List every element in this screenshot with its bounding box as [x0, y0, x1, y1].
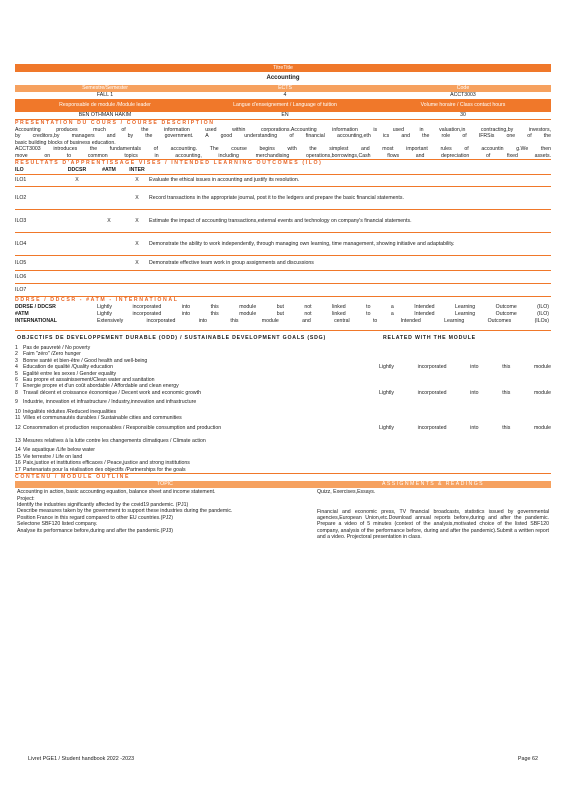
sdg-heading: OBJECTIFS DE DEVELOPPEMENT DURABLE (ODD) / SUSTAINABLE DEVELOPMENT GOALS (SDG): [17, 334, 327, 341]
assign-line: Quizz, Exercises,Essays.: [317, 489, 376, 496]
ilo-col-atm: #ATM: [102, 167, 116, 174]
footer-handbook: Livret PGE1 / Student handbook 2022 -2023: [28, 756, 135, 762]
sdg-goal: Pas de pauvreté / No poverty: [23, 345, 91, 352]
ilo-id: ILO7: [15, 286, 27, 293]
sdg-goal: Mesures relatives à la lutte contre les changements climatiques / Climate action: [23, 437, 206, 444]
ilo-mark-inter: X: [135, 240, 139, 247]
topic-label: TOPIC: [157, 481, 173, 488]
ilo-row: [15, 187, 551, 209]
sdg-number: 8: [15, 389, 18, 396]
hours-value: 30: [460, 112, 466, 118]
language-value: EN: [281, 112, 289, 118]
sdg-number: 7: [15, 383, 18, 390]
presentation-text: [15, 127, 551, 159]
presentation-heading: PRESENTATION DU COURS / COURSE DESCRIPTION: [15, 119, 551, 127]
ects-value: 4: [283, 92, 287, 98]
leader-header-row: [15, 99, 551, 112]
title-bar: [15, 64, 551, 72]
summary-values-row: [15, 92, 551, 99]
ddcsr-text: Lightly incorporated into this module but not linked to a Intended Learning Outcome (ILO): [97, 311, 549, 318]
sdg-number: 5: [15, 370, 18, 377]
leader-label: Responsable de module /Module leader: [59, 102, 151, 109]
ilo-id: ILO6: [15, 273, 27, 280]
title-bar-label: TitreTitle: [273, 65, 293, 71]
sdg-item: [15, 390, 551, 396]
sdg-number: 17: [15, 466, 21, 473]
course-name-row: [15, 72, 551, 85]
sdg-number: 2: [15, 351, 18, 358]
ddcsr-row: [15, 304, 551, 311]
hours-label: Volume horaire / Class contact hours: [420, 102, 506, 109]
sdg-number: 1: [15, 345, 18, 352]
sdg-goal: Energie propre et d'un coût abordable / Affordable and clean energy: [23, 383, 179, 390]
ilo-id: ILO2: [15, 194, 27, 201]
sdg-number: 6: [15, 377, 18, 384]
sdg-goal: Paix,justice et institutions efficaces / Peace,justice and strong institutions: [23, 460, 190, 467]
presentation-line: by creditors,by managers and by the government. A good understanding of financial accounting,eth ics and the role of IFRSis one of the: [15, 133, 551, 140]
ilo-header-row: [15, 167, 551, 174]
presentation-line: basic building blocks of business education.: [15, 139, 116, 146]
ilo-mark-inter: X: [135, 217, 139, 224]
ilo-col-inter: INTER: [129, 167, 145, 174]
ddcsr-text: Extensively incorporated into this module and central to Intended Learning Outcomes (ILOs): [97, 318, 549, 325]
sdg-related: Lightly incorporated into this module: [379, 364, 551, 371]
ilo-text: Record transactions in the appropriate journal, post it to the ledgers and prepare the basic financial statements.: [149, 194, 404, 201]
sdg-goal: Consommation et production responsables / Responsible consumption and production: [23, 425, 222, 432]
ilo-text: Demonstrate effective team work in group assignments and discussions: [149, 259, 314, 266]
topic-line: Describe measures taken by the government to support these industries during the pandemic.: [17, 508, 233, 515]
ilo-row: [15, 284, 551, 296]
page-footer: [28, 756, 538, 762]
sdg-number: 11: [15, 415, 21, 422]
ilo-row: [15, 175, 551, 186]
leader-value: BEN OTHMAN HAKIM: [78, 112, 132, 118]
sdg-list: [15, 345, 551, 473]
sdg-number: 4: [15, 364, 18, 371]
sdg-number: 3: [15, 357, 18, 364]
ilo-id: ILO5: [15, 259, 27, 266]
code-label: Code: [456, 85, 470, 91]
summary-header-row: [15, 85, 551, 92]
topic-line: Identify the industries significantly affected by the covid19 pandemic. (PJ1): [17, 501, 189, 508]
ects-label: ECTS: [278, 85, 292, 91]
assign-col: [315, 488, 551, 540]
topic-line: Position France in this regard compared to other EU countries.(PJ2): [17, 514, 173, 521]
sdg-item: [15, 396, 551, 409]
topic-line: Accounting in action, basic accounting equation, balance sheet and income statement.: [17, 489, 216, 496]
ddcsr-label: DDRSE / DDCSR: [15, 304, 56, 311]
code-value: ACCT3003: [450, 92, 476, 98]
sdg-number: 12: [15, 425, 21, 432]
presentation-line: Accounting produces much of the information used within corporations.Accounting information is used in valuation,in contracting,by investors,: [15, 127, 551, 133]
sdg-item: [15, 422, 551, 435]
footer-page: Page 62: [517, 756, 538, 762]
semester-label: Semestre/Semester: [82, 85, 128, 91]
presentation-line: ACCT3003 introduces the fundamentals of accounting. The course begins with the simplest and most important rules of accountin g.We then: [15, 146, 551, 153]
sdg-goal: Egalité entre les sexes / Gender equality: [23, 370, 117, 377]
ilo-id: ILO4: [15, 240, 27, 247]
contenu-header-row: [15, 481, 551, 488]
ilo-text: Demonstrate the ability to work independently, through managing own learning, time management, showing initiative and adaptability.: [149, 240, 455, 247]
sdg-related-heading: RELATED WITH THE MODULE: [383, 334, 476, 341]
leader-values-row: [15, 112, 551, 119]
sdg-goal: Vie aquatique /Life below water: [23, 447, 96, 454]
ilo-mark-inter: X: [135, 194, 139, 201]
sdg-number: 13: [15, 437, 21, 444]
course-sheet: [15, 64, 551, 541]
sdg-goal: Faim "zéro" /Zero hunger: [23, 351, 81, 358]
sdg-goal: Education de qualité /Quality education: [23, 364, 113, 371]
sdg-number: 10: [15, 409, 21, 416]
sdg-related: Lightly incorporated into this module: [379, 425, 551, 432]
sdg-goal: Partenariats pour la réalisation des objectifs /Partnerships for the goals: [23, 466, 186, 473]
sdg-goal: Bonne santé et bien-être / Good health and well-being: [23, 357, 148, 364]
sdg-goal: Vie terrestre / Life on land: [23, 453, 83, 460]
ilo-col-ddcsr: DDCSR: [67, 167, 87, 174]
assign-line: Financial and economic press, TV financial broadcasts, statistics issued by governmental agencies,European Union,etc.Download annual reports before,during and after the pandemic. Prepare a video of 5 minutes (context of the analysis,motivated choice of the listed SBF120 company, analysis of the performance before, during and after the pandemic).Submit a written report and a video. Projectoral presentation in class.: [317, 508, 549, 541]
contenu-body: [15, 488, 551, 540]
sdg-goal: Travail décent et croissance économique / Decent work and economic growth: [23, 389, 202, 396]
sdg-goal: Eau propre et assainissement/Clean water and sanitation: [23, 377, 155, 384]
ddcsr-row: [15, 318, 551, 326]
ilo-row: [15, 271, 551, 283]
sdg-number: 9: [15, 399, 18, 406]
ilo-mark-inter: X: [135, 177, 139, 184]
sdg-goal: Industrie, innovation et infrastructure / Industry,innovation and infrastructure: [23, 399, 197, 406]
topic-line: Analyse its performance before,during and after the pandemic.(PJ3): [17, 527, 173, 534]
language-label: Langue d'enseignement / Language of tuition: [233, 102, 337, 109]
semester-value: FALL 1: [96, 92, 114, 98]
topic-col: [15, 488, 315, 540]
ilo-mark-ddcsr: X: [75, 177, 79, 184]
course-name: Accounting: [266, 75, 300, 81]
ilo-text: Estimate the impact of accounting transactions,external events and technology on company's financial statements.: [149, 217, 412, 224]
sdg-number: 14: [15, 447, 21, 454]
topic-line: Selectone SBF120 listed company.: [17, 521, 98, 528]
ilo-id: ILO1: [15, 177, 27, 184]
ilo-row: [15, 210, 551, 232]
assign-label: ASSIGNMENTS & READINGS: [382, 481, 484, 488]
contenu-heading: CONTENU / MODULE OUTLINE: [15, 473, 551, 481]
ilo-col-ilo: ILO: [15, 167, 24, 174]
topic-line: Project:: [17, 495, 35, 502]
ddcsr-text: Lightly incorporated into this module but not linked to a Intended Learning Outcome (ILO): [97, 304, 549, 311]
sdg-number: 15: [15, 453, 21, 460]
ilo-row: [15, 233, 551, 255]
ilo-row: [15, 256, 551, 270]
ilo-heading: RESULTATS D'APPRENTISSAGE VISES / INTENDED LEARNING OUTCOMES (ILO): [15, 159, 551, 167]
sdg-number: 16: [15, 460, 21, 467]
ilo-mark-atm: X: [107, 217, 111, 224]
sdg-related: Lightly incorporated into this module: [379, 389, 551, 396]
sdg-item: [15, 435, 551, 448]
ddcsr-heading: DDRSE / DDCSR - #ATM - INTERNATIONAL: [15, 296, 551, 304]
sdg-goal: Villes et communautés durables / Sustainable cities and communities: [23, 415, 182, 422]
ddcsr-label: INTERNATIONAL: [15, 318, 57, 325]
ilo-text: Evaluate the ethical issues in accounting and justify its resolution.: [149, 177, 300, 184]
sdg-goal: Inégalités réduites /Reduced inequalities: [23, 409, 117, 416]
ddcsr-label: #ATM: [15, 311, 29, 318]
presentation-line: move on to common topics in accounting, including merchandising operations,borrowings,Cash flows and depreciation of fixed assets.: [15, 152, 551, 159]
sdg-header-row: [15, 331, 551, 345]
ilo-mark-inter: X: [135, 259, 139, 266]
ddcsr-row: [15, 311, 551, 318]
ilo-id: ILO3: [15, 217, 27, 224]
